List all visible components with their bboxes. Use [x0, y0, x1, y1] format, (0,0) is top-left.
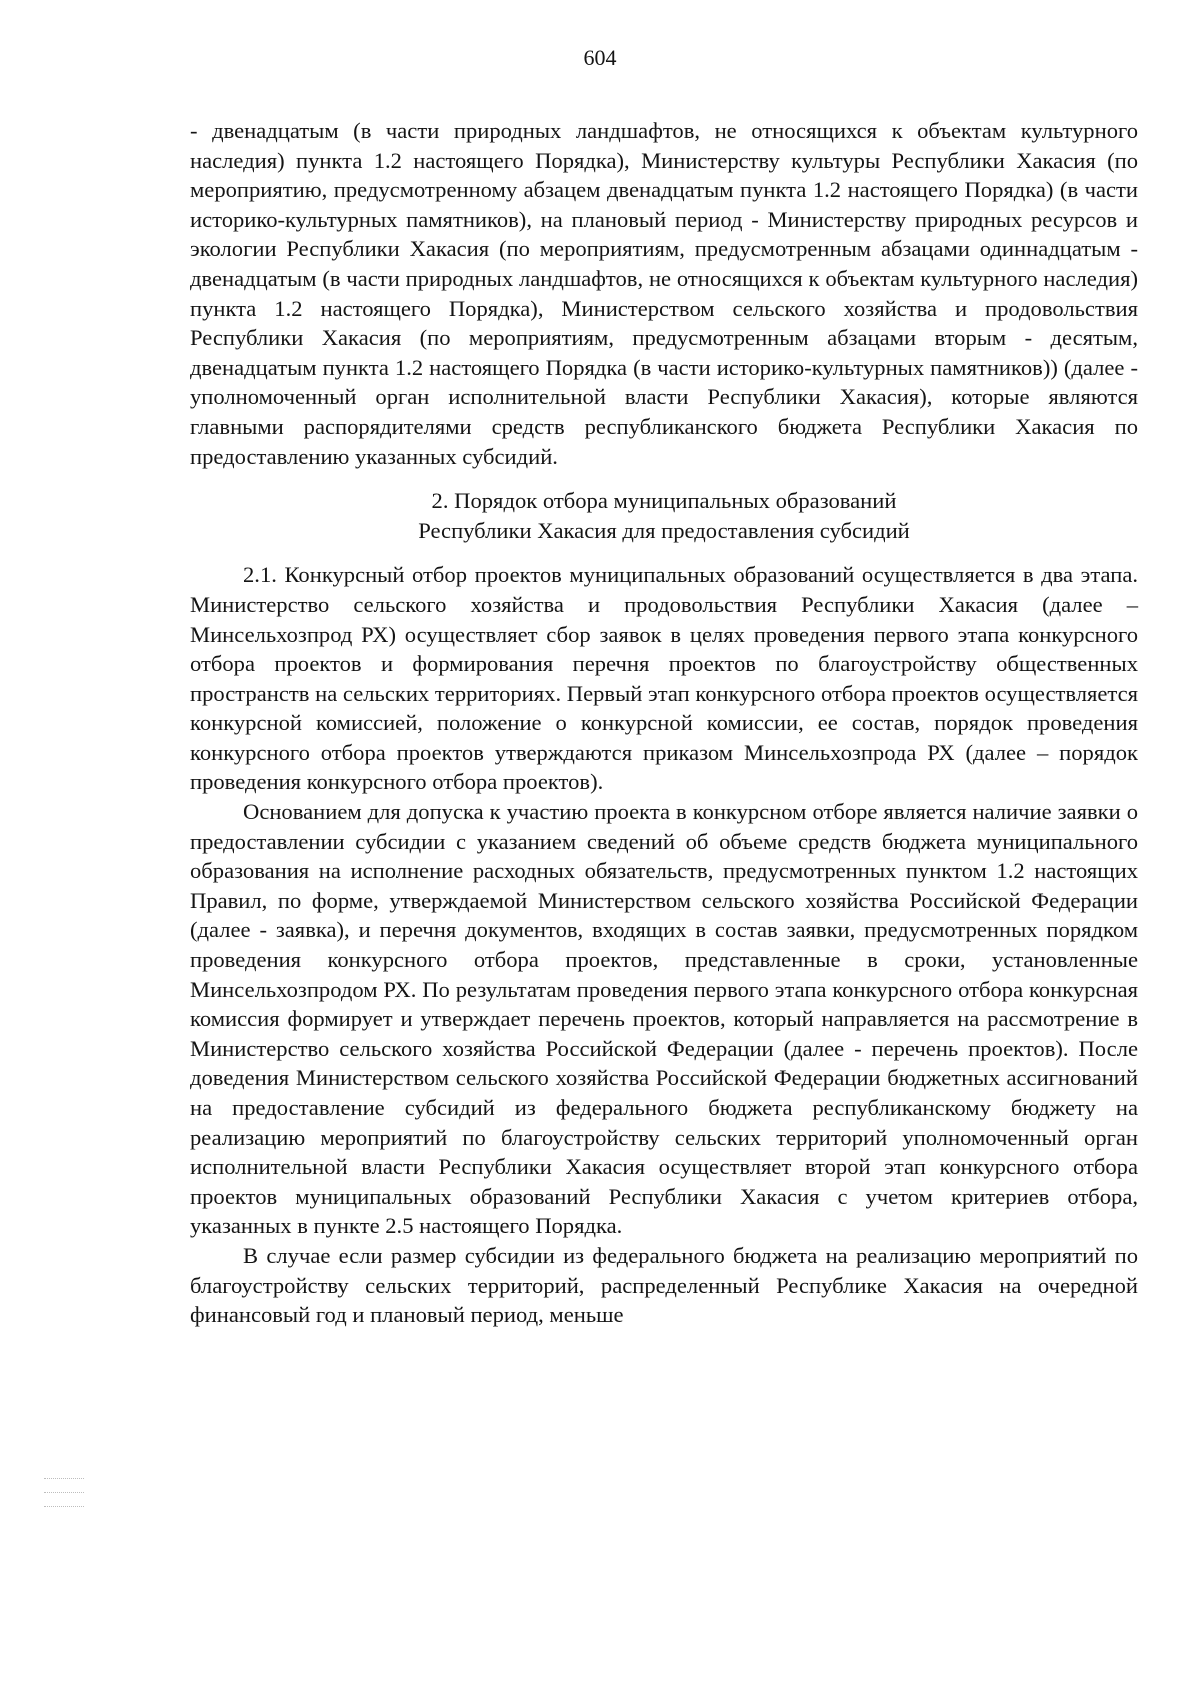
section-heading — [190, 486, 1138, 545]
section-heading-line-2: Республики Хакасия для предоставления субсидий — [418, 517, 910, 543]
paragraph-federal-subsidy: В случае если размер субсидии из федерального бюджета на реализацию мероприятий по благоустройству сельских территорий, распределенный Республике Хакасия на очередной финансовый год и плановый период, меньше — [190, 1242, 1138, 1328]
page-number: 604 — [583, 45, 617, 70]
scan-artifact — [44, 1478, 84, 1480]
paragraph-2-1: 2.1. Конкурсный отбор проектов муниципальных образований осуществляется в два этапа. Министерство сельского хозяйства и продовольствия Республики Хакасия (далее – Минсельхозпрод РХ) осуществляет сбор заявок в целях проведения первого этапа конкурсного отбора проектов и формирования перечня проектов по благоустройству общественных пространств на сельских территориях. Первый этап конкурсного отбора проектов осуществляется конкурсной комиссией, положение о конкурсной комиссии, ее состав, порядок проведения конкурсного отбора проектов утверждаются приказом Минсельхозпрода РХ (далее – порядок проведения конкурсного отбора проектов). — [190, 562, 1138, 795]
document-body — [190, 116, 1138, 1330]
scan-artifact — [44, 1492, 84, 1494]
scan-artifact — [44, 1506, 84, 1508]
intro-paragraph: - двенадцатым (в части природных ландшафтов, не относящихся к объектам культурного наследия) пункта 1.2 настоящего Порядка), Министерству культуры Республики Хакасия (по мероприятию, предусмотренному абзацем двенадцатым пункта 1.2 настоящего Порядка) (в части историко-культурных памятников), на плановый период - Министерству природных ресурсов и экологии Республики Хакасия (по мероприятиям, предусмотренным абзацами одиннадцатым - двенадцатым (в части природных ландшафтов, не относящихся к объектам культурного наследия) пункта 1.2 настоящего Порядка), Министерством сельского хозяйства и продовольствия Республики Хакасия (по мероприятиям, предусмотренным абзацами вторым - десятым, двенадцатым пункта 1.2 настоящего Порядка (в части историко-культурных памятников)) (далее - уполномоченный орган исполнительной власти Республики Хакасия), которые являются главными распорядителями средств республиканского бюджета Республики Хакасия по предоставлению указанных субсидий. — [190, 118, 1138, 469]
paragraph-admission-basis: Основанием для допуска к участию проекта в конкурсном отборе является наличие заявки о предоставлении субсидии с указанием сведений об объеме средств бюджета муниципального образования на исполнение расходных обязательств, предусмотренных пунктом 1.2 настоящих Правил, по форме, утверждаемой Министерством сельского хозяйства Российской Федерации (далее - заявка), и перечня документов, входящих в состав заявки, предусмотренных порядком проведения конкурсного отбора проектов, представленные в сроки, установленные Минсельхозпродом РХ. По результатам проведения первого этапа конкурсного отбора конкурсная комиссия формирует и утверждает перечень проектов, который направляется на рассмотрение в Министерство сельского хозяйства Российской Федерации (далее - перечень проектов). После доведения Министерством сельского хозяйства Российской Федерации бюджетных ассигнований на предоставление субсидий из федерального бюджета республиканскому бюджету на реализацию мероприятий по благоустройству сельских территорий уполномоченный орган исполнительной власти Республики Хакасия осуществляет второй этап конкурсного отбора проектов муниципальных образований Республики Хакасия с учетом критериев отбора, указанных в пункте 2.5 настоящего Порядка. — [190, 799, 1138, 1239]
section-heading-line-1: 2. Порядок отбора муниципальных образований — [431, 488, 897, 514]
